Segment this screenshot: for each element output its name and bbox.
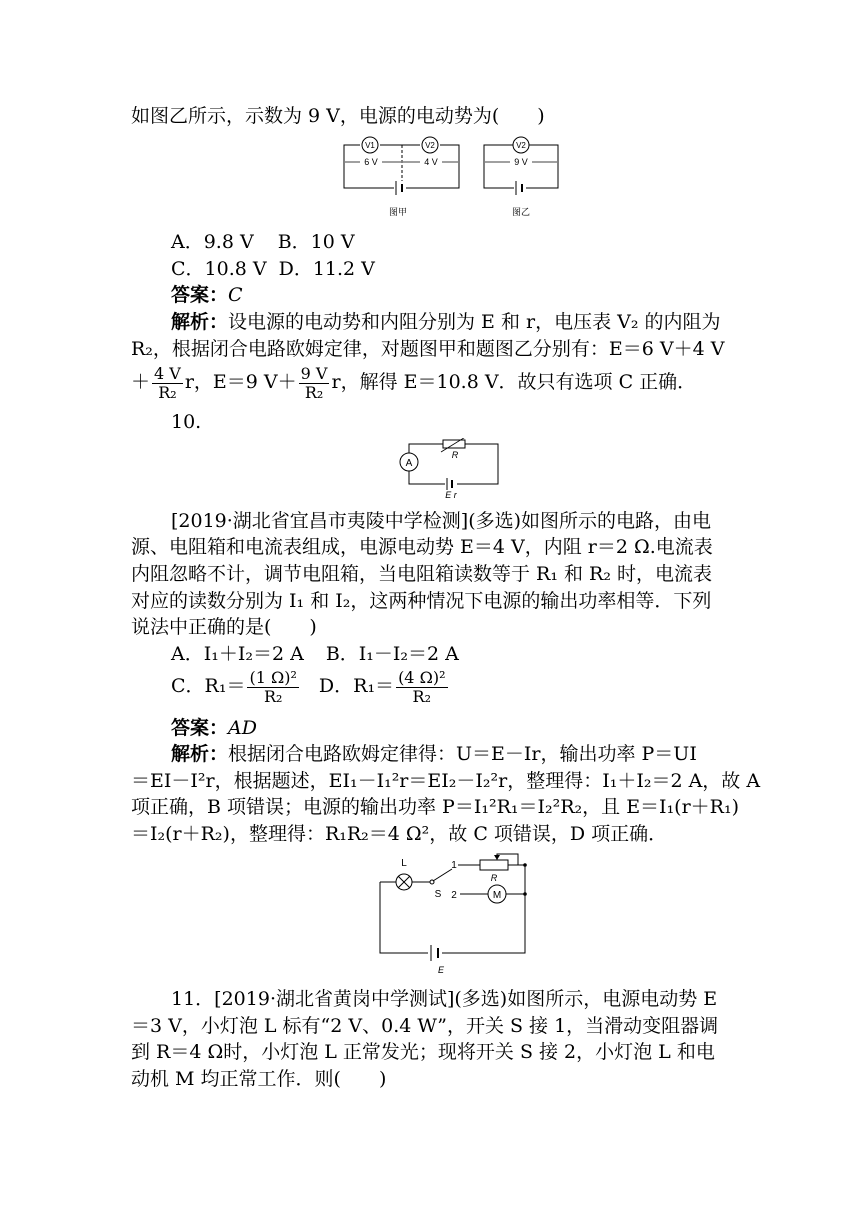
switch-icon [433, 869, 452, 881]
v1-label: V1 [365, 141, 375, 150]
q9-options-cd [171, 256, 375, 282]
svg-text:2: 2 [451, 890, 457, 901]
q9-figure-yi [480, 135, 565, 220]
q10-stem-line1: [2019·湖北省宜昌市夷陵中学检测](多选)如图所示的电路，由电 [171, 510, 712, 532]
option-c: C．10.8 V [171, 258, 267, 280]
label-9v: 9 V [514, 157, 528, 167]
svg-text:E r: E r [445, 490, 457, 500]
q9-analysis-line1: 解析：设电源的电动势和内阻分别为 E 和 r，电压表 V₂ 的内阻为 [171, 311, 721, 333]
q9-answer: 答案：C [171, 284, 243, 306]
option-d: D．11.2 V [278, 258, 375, 280]
fraction-4v-r2: $\frac{4 V}{\text{R₂}}$ [154, 363, 181, 402]
q11-stem-line2: ＝3 V，小灯泡 L 标有“2 V、0.4 W”，开关 S 接 1，当滑动变阻器调 [131, 1015, 719, 1037]
q9-options-ab [171, 229, 355, 255]
label-4v: 4 V [424, 157, 438, 167]
svg-text:R: R [451, 450, 459, 460]
option-c: C．R₁＝ $\frac{\text{(1 Ω)²}}{\text{R₂}}$ [171, 667, 297, 706]
v2-label: V2 [425, 141, 435, 150]
caption-yi: 图乙 [511, 207, 531, 217]
q10-stem-line2: 源、电阻箱和电流表组成，电源电动势 E＝4 V，内阻 r＝2 Ω.电流表 [131, 536, 713, 558]
q10-options-cd [171, 664, 450, 708]
q10-stem-line4: 对应的读数分别为 I₁ 和 I₂，这两种情况下电源的输出功率相等．下列 [131, 590, 712, 612]
option-b: B．I₁－I₂＝2 A [325, 643, 459, 665]
fraction-9v-r2: $\frac{9 V}{\text{R₂}}$ [300, 363, 328, 402]
q10-analysis-line2: ＝EI－I²r，根据题述，EI₁－I₁²r＝EI₂－I₂²r，整理得：I₁＋I₂＝2 A，故 A [131, 770, 761, 792]
v2-label: V2 [516, 141, 526, 150]
svg-text:S: S [434, 889, 442, 900]
q9-analysis-line3: ＋ $\frac{4 V}{\text{R₂}}$ r，E＝9 V＋ $\frac{9 V}{\text{R₂}}$ r，解得 E＝10.8 V．故只有选项 C 正确． [131, 363, 697, 402]
q10-analysis-line3: 项正确，B 项错误；电源的输出功率 P＝I₁²R₁＝I₂²R₂，且 E＝I₁(r＋R₁) [131, 796, 740, 818]
q9-figure-jia [340, 135, 465, 220]
svg-text:A: A [405, 458, 413, 469]
q11-stem-line4: 动机 M 均正常工作．则( ) [131, 1068, 387, 1090]
q10-answer: 答案：AD [171, 717, 257, 739]
q10-stem-line3: 内阻忽略不计，调节电阻箱，当电阻箱读数等于 R₁ 和 R₂ 时，电流表 [131, 563, 713, 585]
svg-text:L: L [401, 858, 407, 869]
option-a: A．9.8 V [171, 231, 254, 253]
rheostat-icon [480, 860, 508, 870]
q10-analysis-line1: 解析：根据闭合电路欧姆定律得：U＝E－Ir，输出功率 P＝UI [171, 743, 697, 765]
q11-stem-line1: 11．[2019·湖北省黄岗中学测试](多选)如图所示，电源电动势 E [171, 988, 718, 1010]
svg-text:R: R [490, 873, 498, 883]
option-d: D．R₁＝ $\frac{\text{(4 Ω)²}}{\text{R₂}}$ [318, 667, 446, 706]
q10-analysis-line4: ＝I₂(r＋R₂)，整理得：R₁R₂＝4 Ω²，故 C 项错误，D 项正确． [131, 823, 668, 845]
q9-analysis-line2: R₂，根据闭合电路欧姆定律，对题图甲和题图乙分别有：E＝6 V＋4 V [131, 338, 725, 360]
q10-stem-line5: 说法中正确的是( ) [131, 616, 317, 638]
svg-text:M: M [492, 890, 502, 901]
q11-circuit-figure [370, 852, 535, 977]
q11-stem-line3: 到 R＝4 Ω时，小灯泡 L 正常发光；现将开关 S 接 2，小灯泡 L 和电 [131, 1041, 715, 1063]
svg-text:1: 1 [451, 860, 457, 871]
q9-intro: 如图乙所示，示数为 9 V，电源的电动势为( ) [131, 105, 545, 127]
option-b: B．10 V [277, 231, 355, 253]
svg-text:E: E [437, 965, 445, 975]
q10-circuit-figure [395, 438, 505, 500]
caption-jia: 图甲 [388, 207, 408, 217]
label-6v: 6 V [364, 157, 378, 167]
q10-number: 10. [171, 411, 202, 433]
option-a: A．I₁＋I₂＝2 A [171, 643, 304, 665]
